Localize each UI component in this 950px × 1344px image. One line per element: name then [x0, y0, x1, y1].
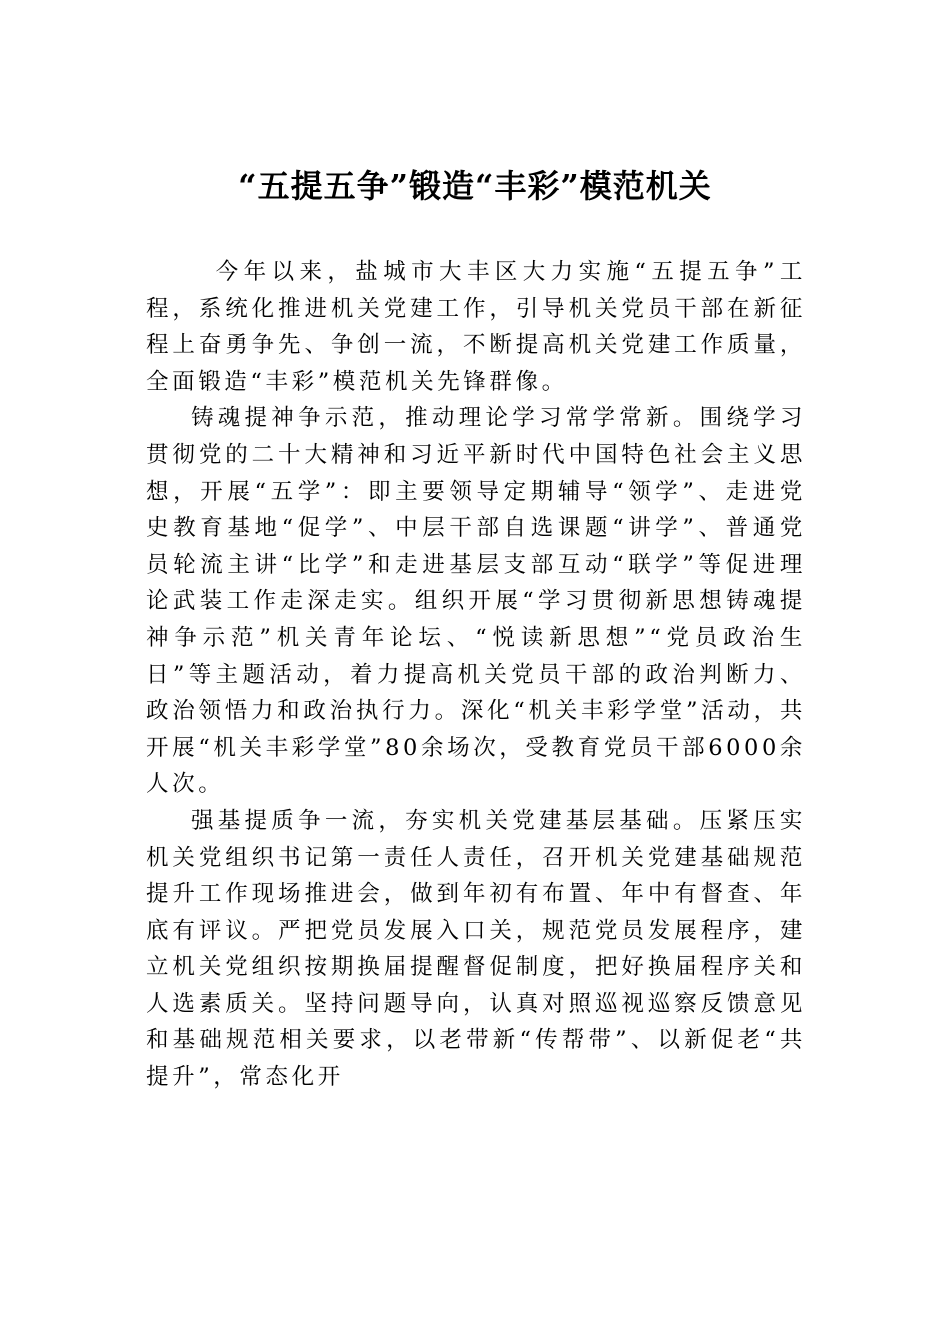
- paragraph-intro: 今年以来，盐城市大丰区大力实施“五提五争”工程，系统化推进机关党建工作，引导机关党员干部在新征程上奋勇争先、争创一流，不断提高机关党建工作质量，全面锻造“丰彩”模范机关先锋群像。: [146, 259, 806, 395]
- document-title: “五提五争”锻造“丰彩”模范机关: [238, 167, 712, 205]
- paragraph-grassroots-foundation: 强基提质争一流，夯实机关党建基层基础。压紧压实机关党组织书记第一责任人责任，召开机关党建基础规范提升工作现场推进会，做到年初有布置、年中有督查、年底有评议。严把党员发展入口关，规范党员发展程序，建立机关党组织按期换届提醒督促制度，把好换届程序关和人选素质关。坚持问题导向，认真对照巡视巡察反馈意见和基础规范相关要求，以老带新“传帮带”、以新促老“共提升”，常态化开: [146, 807, 806, 1091]
- paragraph-theory-study: 铸魂提神争示范，推动理论学习常学常新。围绕学习贯彻党的二十大精神和习近平新时代中国特色社会主义思想，开展“五学”：即主要领导定期辅导“领学”、走进党史教育基地“促学”、中层干部自选课题“讲学”、普通党员轮流主讲“比学”和走进基层支部互动“联学”等促进理论武装工作走深走实。组织开展“学习贯彻新思想铸魂提神争示范”机关青年论坛、“悦读新思想”“党员政治生日”等主题活动，着力提高机关党员干部的政治判断力、政治领悟力和政治执行力。深化“机关丰彩学堂”活动，共开展“机关丰彩学堂”80余场次，受教育党员干部6000余人次。: [146, 405, 806, 798]
- document-body: [146, 254, 806, 1096]
